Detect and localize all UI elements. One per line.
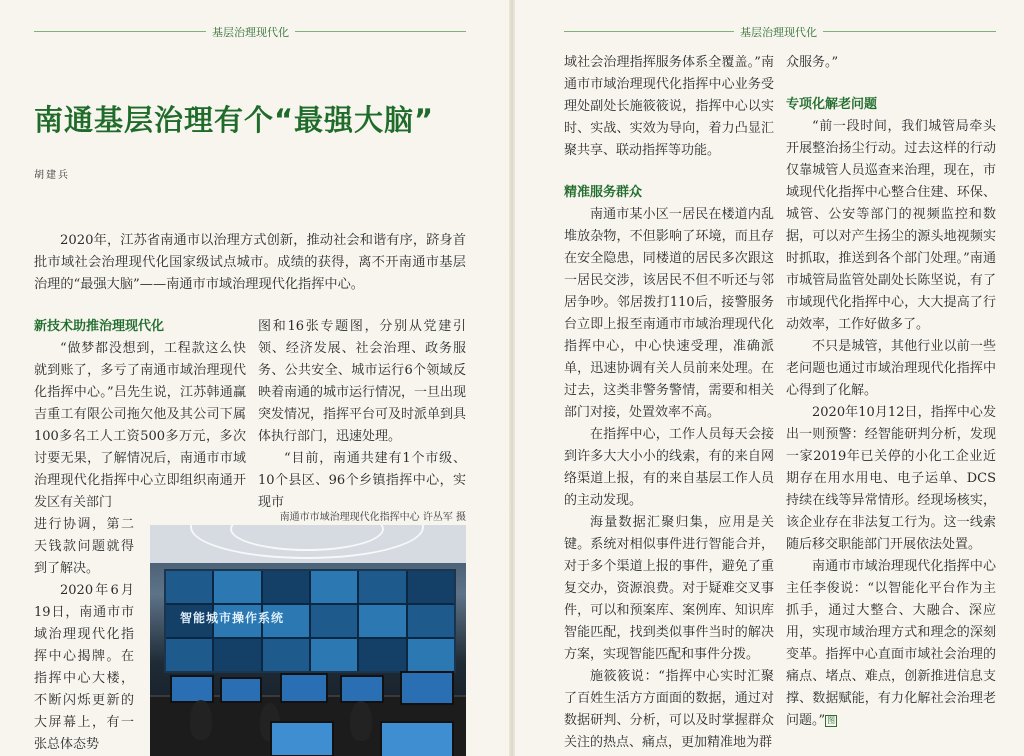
paragraph-10: 2020年10月12日，指挥中心发出一则预警：经智能研判分析，发现一家2019年已关停的小化工企业近期存在用水用电、电子运单、DCS持续在线等异常情形。经现场核实，该企业存在非法复工行为。这一线索随后移交职能部门开展依法处置。	[786, 405, 996, 552]
paragraph-1: “做梦都没想到，工程款这么快就到账了，多亏了南通市域治理现代化指挥中心。”吕先生说，江苏韩通赢吉重工有限公司拖欠他及其公司下属100多名工人工资500多万元，多次讨要无果，了解情况后，南通市市域治理现代化指挥中心立即组织南通开发区有关部门	[34, 341, 246, 510]
control-room-photo	[150, 525, 466, 756]
video-wall-panel	[214, 639, 260, 671]
section-heading-problems: 专项化解老问题	[786, 97, 878, 112]
paragraph-8: “前一段时间，我们城管局牵头开展整治扬尘行动。过去这样的行动仅靠城管人员巡查来治理，现在，市域现代化指挥中心整合住建、环保、城管、公安等部门的视频监控和数据，可以对产生扬尘的源头地视频实时抓取，推送到各个部门处理。”南通市城管局监管处副处长陈坚说，有了市域现代化指挥中心，大大提高了行动效率，工作好做多了。	[786, 119, 996, 332]
video-wall-panel	[166, 639, 212, 671]
paragraph-7-cont: 众服务。”	[786, 55, 839, 70]
paragraph-2-cont: 图和16张专题图，分别从党建引领、经济发展、社会治理、政务服务、公共安全、城市运行6个领域反映着南通的城市运行情况，一旦出现突发情况，指挥平台可及时派单到具体执行部门，迅速处理。	[258, 319, 467, 444]
section-spacer	[786, 74, 996, 94]
operator-figure	[350, 701, 372, 741]
paragraph-7: 施筱筱说：“指挥中心实时汇聚了百姓生活方方面面的数据，通过对数据研判、分析，可以及时掌握群众关注的热点、痛点，更加精准地为群	[564, 669, 774, 750]
section-heading-service: 精准服务群众	[564, 185, 643, 200]
paragraph-5: 在指挥中心，工作人员每天会接到许多大大小小的线索，有的来自网络渠道上报，有的来自基层工作人员的主动发现。	[564, 427, 774, 508]
paragraph-6: 海量数据汇聚归集，应用是关键。系统对相似事件进行智能合并，对于多个渠道上报的事件，避免了重复交办，资源浪费。对于疑难交叉事件，可以和预案库、案例库、知识库智能匹配，找到类似事件当时的解决方案，实现智能匹配和事件分拨。	[564, 515, 774, 662]
operator-figure	[190, 700, 212, 740]
right-column-1	[564, 52, 774, 754]
desk-monitor	[340, 675, 384, 703]
desk-monitor	[280, 673, 328, 703]
desk-monitor	[270, 721, 334, 756]
paragraph-1-cont: 进行协调，第二天钱款问题就得到了解决。	[34, 517, 134, 576]
paragraph-3-cont: 域社会治理指挥服务体系全覆盖。”南通市市域治理现代化指挥中心业务受理处副处长施筱筱说，指挥中心以实时、实战、实效为导向，着力凸显汇聚共享、联动指挥等功能。	[564, 55, 774, 158]
running-head-left	[34, 24, 466, 38]
video-wall-panel	[408, 639, 454, 671]
video-wall-panel	[311, 639, 357, 671]
video-wall-panel	[311, 605, 357, 637]
left-column-2	[258, 316, 466, 514]
article-headline: 南通基层治理有个“最强大脑”	[34, 103, 435, 137]
desk-monitor	[400, 671, 454, 705]
section-spacer	[564, 162, 774, 182]
desk-monitor	[220, 677, 262, 703]
running-head-text: 基层治理现代化	[734, 24, 823, 40]
right-column-2	[786, 52, 996, 732]
video-wall-title: 智能城市操作系统	[180, 611, 285, 625]
photo-caption: 南通市市域治理现代化指挥中心 许丛军 摄	[279, 512, 466, 523]
video-wall-panel	[214, 571, 260, 603]
left-column-1-cont	[34, 514, 134, 756]
video-wall-panel	[359, 571, 405, 603]
running-head-right	[564, 24, 996, 38]
video-wall-panel	[311, 571, 357, 603]
video-wall-panel	[408, 571, 454, 603]
desk-monitor	[380, 721, 454, 756]
end-mark-icon: 图	[827, 715, 836, 725]
paragraph-2: 2020年6月19日，南通市市域治理现代化指挥中心揭牌。在指挥中心大楼，不断闪烁更新的大屏幕上，有一张总体态势	[34, 583, 134, 752]
paragraph-3: “目前，南通共建有1个市级、10个县区、96个乡镇指挥中心，实现市	[258, 451, 466, 510]
video-wall-panel	[263, 571, 309, 603]
video-wall-panel	[359, 605, 405, 637]
paragraph-11-text: 南通市市域治理现代化指挥中心主任李俊说：“以智能化平台作为主抓手，通过大整合、大融合、深应用，实现市域治理方式和理念的深刻变革。指挥中心直面市域社会治理的痛点、堵点、难点，创新推进信息支撑、数据赋能，有力化解社会治理老问题。”	[786, 559, 996, 728]
video-wall-panel	[359, 639, 405, 671]
byline: 胡建兵	[34, 170, 70, 181]
paragraph-9: 不只是城管，其他行业以前一些老问题也通过市域治理现代化指挥中心得到了化解。	[786, 339, 996, 398]
paragraph-4: 南通市某小区一居民在楼道内乱堆放杂物，不但影响了环境，而且存在安全隐患，同楼道的居民多次跟这一居民交涉，该居民不但不听还与邻居争吵。邻居拨打110后，接警服务台立即上报至南通市市域治理现代化指挥中心，中心快速受理，准确派单，迅速协调有关人员前来处理。在过去，这类非警务警情，需要和相关部门对接，处置效率不高。	[564, 207, 774, 420]
left-column-1	[34, 316, 246, 514]
photo-ceiling	[150, 525, 466, 563]
video-wall-panel	[166, 571, 212, 603]
video-wall-panel	[408, 605, 454, 637]
paragraph-11	[786, 556, 996, 732]
running-head-text: 基层治理现代化	[206, 24, 295, 40]
lead-paragraph: 2020年，江苏省南通市以治理方式创新，推动社会和谐有序，跻身首批市域社会治理现代化国家级试点城市。成绩的获得，离不开南通市基层治理的“最强大脑”——南通市市域治理现代化指挥中心。	[34, 233, 466, 292]
section-heading-tech: 新技术助推治理现代化	[34, 319, 165, 334]
video-wall-panel	[263, 639, 309, 671]
desk-monitor	[170, 675, 214, 703]
